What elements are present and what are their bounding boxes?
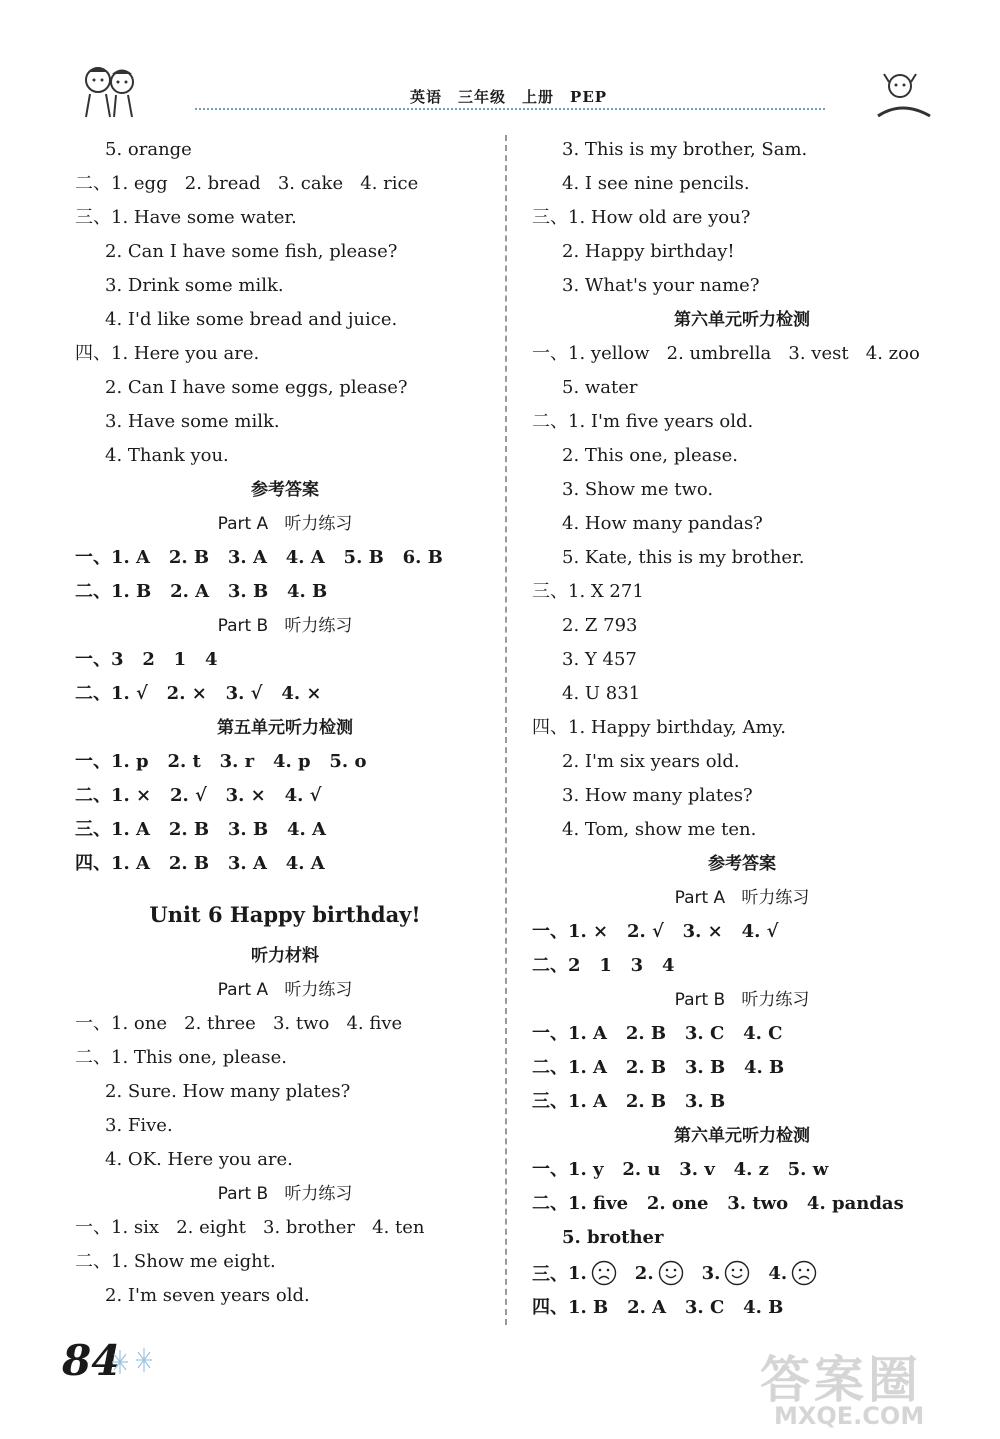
text-line: 4. How many pandas? — [562, 513, 763, 534]
section-heading: 参考答案 — [708, 854, 776, 874]
sad-face-icon — [791, 1260, 817, 1286]
text-line: 4. Thank you. — [105, 445, 229, 466]
right-column — [532, 133, 952, 1325]
text-line: 2. I'm seven years old. — [105, 1285, 310, 1306]
face-answer-number: 3. — [701, 1262, 721, 1284]
text-line: 4. I see nine pencils. — [562, 173, 750, 194]
text-line: 2. Z 793 — [562, 615, 638, 636]
unit-title: Unit 6 Happy birthday! — [149, 902, 421, 927]
answer-line: 一、1. A 2. B 3. C 4. C — [532, 1023, 783, 1044]
part-heading: Part B 听力练习 — [217, 1184, 353, 1204]
part-heading: Part A 听力练习 — [217, 980, 353, 1000]
part-heading: Part A 听力练习 — [217, 514, 353, 534]
text-line: 2. I'm six years old. — [562, 751, 740, 772]
text-line: 2. Can I have some eggs, please? — [105, 377, 408, 398]
text-line: 二、1. Show me eight. — [75, 1251, 276, 1272]
text-line: 5. orange — [105, 139, 192, 160]
text-line: 二、1. egg 2. bread 3. cake 4. rice — [75, 173, 419, 194]
cartoon-animal-icon — [872, 70, 936, 122]
sad-face-icon — [591, 1260, 617, 1286]
header-subject: 英语 — [410, 88, 443, 106]
text-line: 一、1. yellow 2. umbrella 3. vest 4. zoo — [532, 343, 920, 364]
header-edition: PEP — [570, 88, 608, 106]
text-line: 2. Can I have some fish, please? — [105, 241, 398, 262]
answer-line: 二、1. × 2. √ 3. × 4. √ — [75, 785, 322, 806]
text-line: 四、1. Happy birthday, Amy. — [532, 717, 787, 738]
text-line: 2. Happy birthday! — [562, 241, 735, 262]
text-line: 5. Kate, this is my brother. — [562, 547, 805, 568]
watermark-logo: 答案圈 — [760, 1351, 922, 1409]
text-line: 3. How many plates? — [562, 785, 753, 806]
answer-line: 二、1. B 2. A 3. B 4. B — [75, 581, 328, 602]
snowflake-decoration-icon — [110, 1342, 160, 1382]
text-line: 3. Show me two. — [562, 479, 714, 500]
text-line: 三、1. Have some water. — [75, 207, 297, 228]
face-answer-number: 1. — [568, 1262, 587, 1284]
answer-line: 二、1. five 2. one 3. two 4. pandas — [532, 1193, 904, 1214]
face-answer — [635, 1260, 684, 1286]
part-heading: Part A 听力练习 — [674, 888, 810, 908]
text-line: 3. What's your name? — [562, 275, 760, 296]
section-heading: 第六单元听力检测 — [674, 1126, 810, 1146]
header-grade: 三年级 — [458, 88, 507, 106]
text-line: 四、1. Here you are. — [75, 343, 260, 364]
text-line: 5. water — [562, 377, 638, 398]
answer-line: 一、1. A 2. B 3. A 4. A 5. B 6. B — [75, 547, 443, 568]
section-heading: 参考答案 — [251, 480, 319, 500]
answer-line: 5. brother — [562, 1227, 664, 1248]
text-line: 3. Drink some milk. — [105, 275, 284, 296]
happy-face-icon — [658, 1260, 684, 1286]
page-number: 84 — [62, 1336, 121, 1385]
text-line: 3. Y 457 — [562, 649, 637, 670]
answer-line: 四、1. A 2. B 3. A 4. A — [75, 853, 325, 874]
face-answer-number: 2. — [634, 1262, 654, 1284]
text-line: 三、1. X 271 — [532, 581, 644, 602]
text-line: 3. Have some milk. — [105, 411, 280, 432]
answer-line: 三、1. A 2. B 3. B — [532, 1091, 726, 1112]
left-column — [75, 133, 495, 1313]
answer-line: 二、1. A 2. B 3. B 4. B — [532, 1057, 785, 1078]
text-line: 4. Tom, show me ten. — [562, 819, 757, 840]
text-line: 三、1. How old are you? — [532, 207, 751, 228]
page-header — [0, 0, 1000, 130]
text-line: 一、1. one 2. three 3. two 4. five — [75, 1013, 403, 1034]
answer-line: 一、3 2 1 4 — [75, 649, 218, 670]
text-line: 二、1. I'm five years old. — [532, 411, 754, 432]
text-line: 2. This one, please. — [562, 445, 739, 466]
part-heading: Part B 听力练习 — [217, 616, 353, 636]
answer-prefix: 三、 — [532, 1264, 568, 1285]
text-line: 3. This is my brother, Sam. — [562, 139, 808, 160]
face-answer-number: 4. — [768, 1262, 788, 1284]
answer-line: 一、1. × 2. √ 3. × 4. √ — [532, 921, 779, 942]
section-heading: 听力材料 — [251, 946, 319, 966]
header-volume: 上册 — [522, 88, 555, 106]
answer-line: 二、1. √ 2. × 3. √ 4. × — [75, 683, 322, 704]
header-title — [410, 86, 623, 107]
face-answer — [568, 1260, 617, 1286]
section-heading: 第五单元听力检测 — [217, 718, 353, 738]
text-line: 2. Sure. How many plates? — [105, 1081, 351, 1102]
answer-line: 一、1. y 2. u 3. v 4. z 5. w — [532, 1159, 829, 1180]
text-line: 3. Five. — [105, 1115, 173, 1136]
section-heading: 第六单元听力检测 — [674, 310, 810, 330]
text-line: 4. OK. Here you are. — [105, 1149, 293, 1170]
text-line: 一、1. six 2. eight 3. brother 4. ten — [75, 1217, 425, 1238]
text-line: 4. U 831 — [562, 683, 641, 704]
face-answer — [702, 1260, 751, 1286]
text-line: 二、1. This one, please. — [75, 1047, 288, 1068]
face-answer — [768, 1260, 817, 1286]
part-heading: Part B 听力练习 — [674, 990, 810, 1010]
answer-line: 三、1. A 2. B 3. B 4. A — [75, 819, 326, 840]
answer-line: 二、2 1 3 4 — [532, 955, 675, 976]
header-rule — [195, 108, 825, 110]
answer-line: 一、1. p 2. t 3. r 4. p 5. o — [75, 751, 367, 772]
face-answer-line — [532, 1255, 952, 1291]
text-line: 4. I'd like some bread and juice. — [105, 309, 398, 330]
watermark-url: MXQE.COM — [774, 1402, 925, 1430]
answer-line: 四、1. B 2. A 3. C 4. B — [532, 1297, 784, 1318]
watermark — [760, 1340, 990, 1430]
happy-face-icon — [724, 1260, 750, 1286]
cartoon-children-icon — [70, 62, 150, 122]
column-divider — [505, 135, 507, 1325]
